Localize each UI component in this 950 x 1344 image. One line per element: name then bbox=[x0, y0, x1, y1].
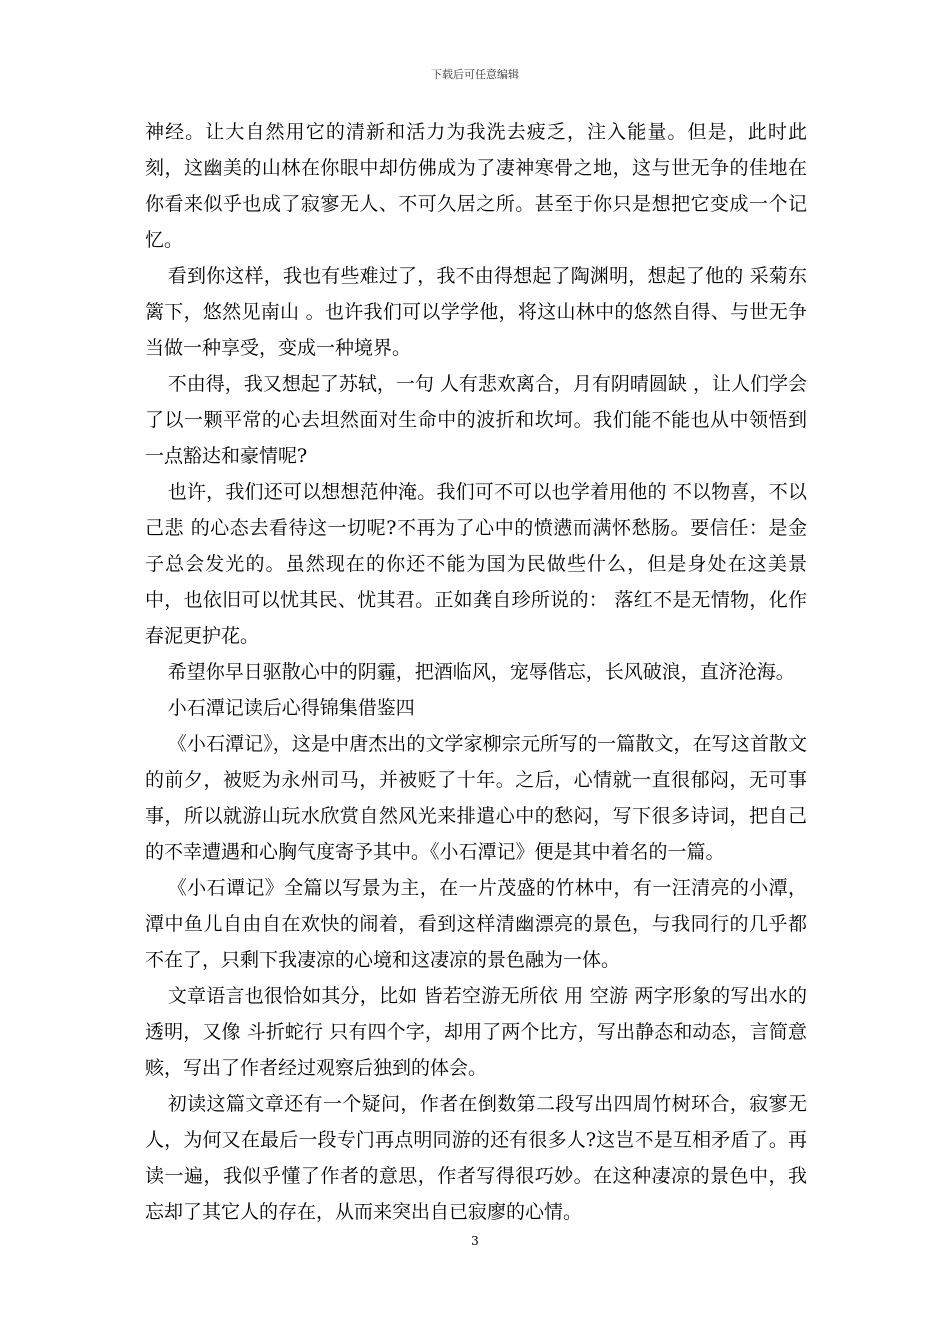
paragraph: 初读这篇文章还有一个疑问，作者在倒数第二段写出四周竹树环合，寂寥无人，为何又在最后一段专门再点明同游的还有很多人?这岂不是互相矛盾了。再读一遍，我似乎懂了作者的意思，作者写得很巧妙。在这种凄凉的景色中，我忘却了其它人的存在，从而来突出自已寂廖的心情。 bbox=[145, 1093, 807, 1223]
paragraph: 《小石谭记》全篇以写景为主，在一片茂盛的竹林中，有一汪清亮的小潭，潭中鱼儿自由自在欢快的闹着，看到这样清幽漂亮的景色，与我同行的几乎都不在了，只剩下我凄凉的心境和这凄凉的景色融为一体。 bbox=[145, 877, 807, 971]
page-header: 下载后可任意编辑 bbox=[431, 68, 519, 81]
paragraph: 文章语言也很恰如其分，比如 皆若空游无所依 用 空游 两字形象的写出水的透明，又像 斗折蛇行 只有四个字，却用了两个比方，写出静态和动态，言简意赅，写出了作者经过观察后独到的体会。 bbox=[145, 985, 807, 1079]
paragraph: 神经。让大自然用它的清新和活力为我洗去疲乏，注入能量。但是，此时此刻，这幽美的山林在你眼中却仿佛成为了凄神寒骨之地，这与世无争的佳地在你看来似乎也成了寂寥无人、不可久居之所。甚至于你只是想把它变成一个记忆。 bbox=[145, 121, 807, 251]
section-heading: 小石潭记读后心得锦集借鉴四 bbox=[167, 697, 415, 719]
paragraph: 看到你这样，我也有些难过了，我不由得想起了陶渊明，想起了他的 采菊东篱下，悠然见南山 。也许我们可以学学他，将这山林中的悠然自得、与世无争当做一种享受，变成一种境界。 bbox=[145, 265, 807, 359]
paragraph: 《小石潭记》，这是中唐杰出的文学家柳宗元所写的一篇散文，在写这首散文的前夕，被贬为永州司马，并被贬了十年。之后，心情就一直很郁闷，无可事事，所以就游山玩水欣赏自然风光来排遣心中的愁闷，写下很多诗词，把自己的不幸遭遇和心胸气度寄予其中。《小石潭记》便是其中着名的一篇。 bbox=[145, 733, 807, 863]
page-number: 3 bbox=[471, 1234, 479, 1248]
paragraph: 也许，我们还可以想想范仲淹。我们可不可以也学着用他的 不以物喜，不以己悲 的心态去看待这一切呢?不再为了心中的愤懑而满怀愁肠。要信任：是金子总会发光的。虽然现在的你还不能为国为民做些什么，但是身处在这美景中，也依旧可以忧其民、忧其君。正如龚自珍所说的： 落红不是无情物，化作春泥更护花。 bbox=[145, 481, 807, 647]
paragraph: 不由得，我又想起了苏轼，一句 人有悲欢离合，月有阴晴圆缺 ，让人们学会了以一颗平常的心去坦然面对生命中的波折和坎坷。我们能不能也从中领悟到一点豁达和豪情呢? bbox=[145, 373, 807, 467]
paragraph: 希望你早日驱散心中的阴霾，把酒临风，宠辱偕忘，长风破浪，直济沧海。 bbox=[167, 661, 795, 683]
document-body bbox=[145, 114, 807, 1230]
